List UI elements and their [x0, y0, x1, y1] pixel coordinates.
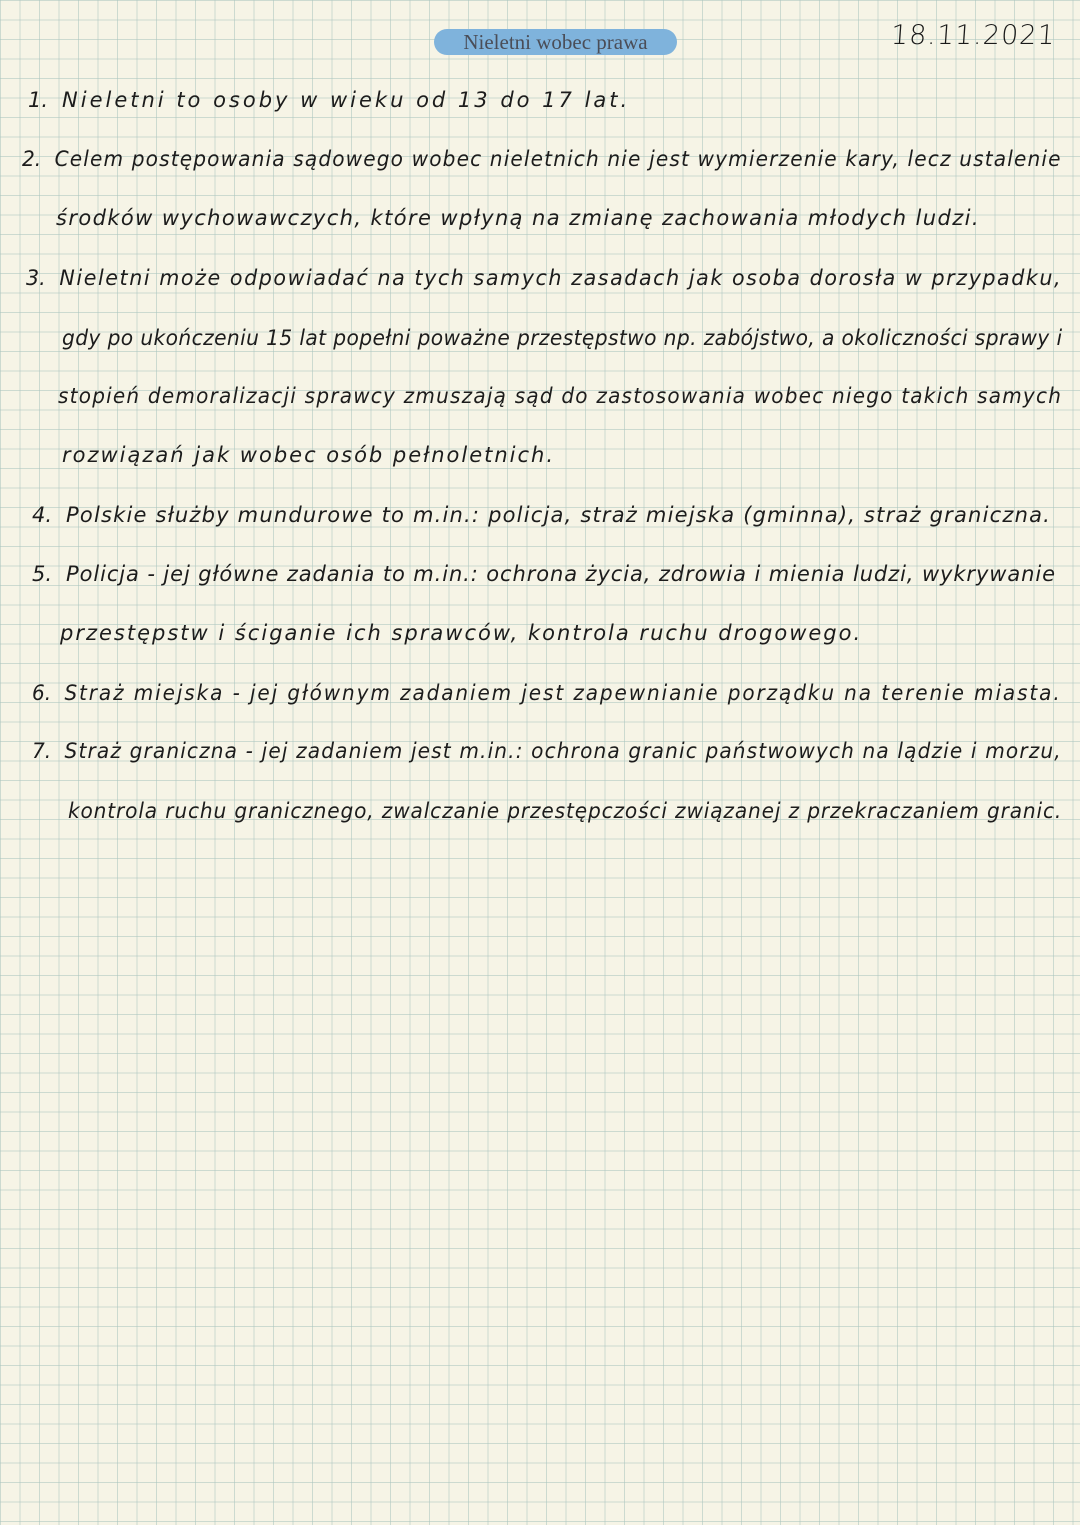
note-text: gdy po ukończeniu 15 lat popełni poważne przestępstwo np. zabójstwo, a okoliczności sprawy i [62, 326, 1063, 350]
note-text: przestępstw i ściganie ich sprawców, kontrola ruchu drogowego. [60, 621, 863, 645]
note-7-line-1 [32, 739, 1062, 763]
note-2-line-1 [22, 147, 1062, 171]
note-7-line-2 [68, 799, 1062, 823]
note-number: 3. [26, 266, 46, 290]
note-6-line-1 [32, 681, 1062, 705]
note-text: Polskie służby mundurowe to m.in.: policja, straż miejska (gminna), straż graniczna. [66, 503, 1052, 527]
note-1-line-1 [28, 88, 630, 112]
note-text: Celem postępowania sądowego wobec nieletnich nie jest wymierzenie kary, lecz ustalenie [54, 147, 1062, 171]
note-5-line-1 [32, 562, 1056, 586]
note-number: 5. [32, 562, 53, 586]
note-text: Policja - jej główne zadania to m.in.: ochrona życia, zdrowia i mienia ludzi, wykrywanie [66, 562, 1056, 586]
date-label: 18.11.2021 [890, 20, 1058, 51]
note-3-line-1 [26, 266, 1062, 290]
note-3-line-3 [58, 384, 1062, 408]
note-number: 2. [22, 147, 42, 171]
note-text: kontrola ruchu granicznego, zwalczanie przestępczości związanej z przekraczaniem granic. [68, 799, 1063, 823]
note-text: środków wychowawczych, które wpłyną na zmianę zachowania młodych ludzi. [56, 206, 980, 230]
page-title: Nieletni wobec prawa [434, 29, 677, 55]
note-text: stopień demoralizacji sprawcy zmuszają sąd do zastosowania wobec niego takich samych [58, 384, 1063, 408]
note-3-line-2 [62, 326, 1062, 350]
note-number: 4. [32, 503, 53, 527]
note-text: Straż miejska - jej głównym zadaniem jest zapewnianie porządku na terenie miasta. [64, 681, 1062, 705]
note-4-line-1 [32, 503, 1051, 527]
note-5-line-2 [60, 621, 862, 645]
note-2-line-2 [56, 206, 980, 230]
note-number: 6. [32, 681, 52, 705]
note-text: Nieletni może odpowiadać na tych samych zasadach jak osoba dorosła w przypadku, [59, 266, 1063, 290]
note-number: 1. [28, 88, 49, 112]
note-text: rozwiązań jak wobec osób pełnoletnich. [62, 443, 556, 467]
note-text: Nieletni to osoby w wieku od 13 do 17 lat. [62, 88, 631, 112]
note-number: 7. [32, 739, 52, 763]
note-text: Straż graniczna - jej zadaniem jest m.in.: ochrona granic państwowych na lądzie i morzu, [64, 739, 1062, 763]
note-3-line-4 [62, 443, 555, 467]
